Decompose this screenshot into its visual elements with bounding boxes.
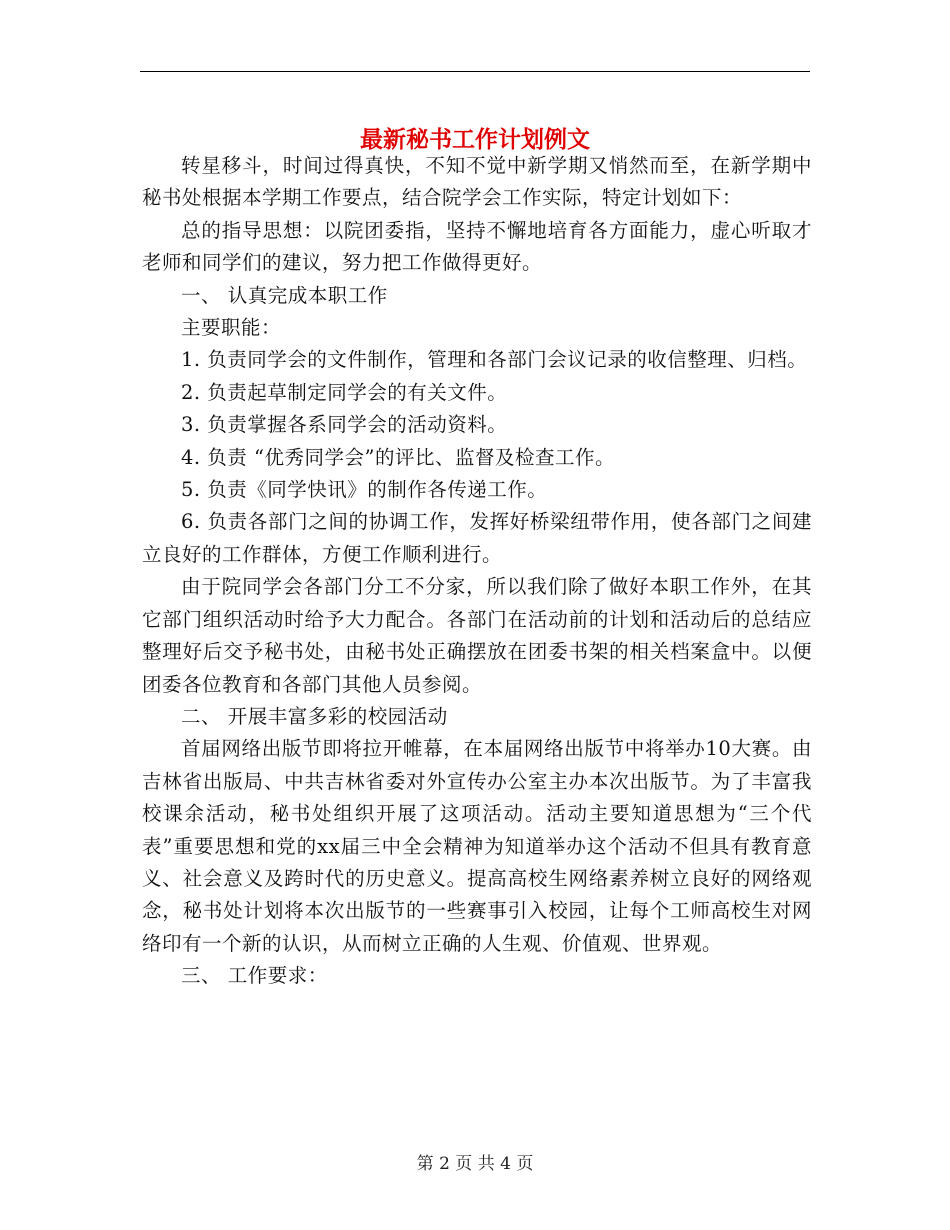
subheading-main-duties: 主要职能： xyxy=(181,316,282,340)
section-heading-1: 一、 认真完成本职工作 xyxy=(181,283,388,307)
list-item-duty-6: 6. 负责各部门之间的协调工作，发挥好桥梁纽带作用，使各部门之间建立良好的工作群体，方便工作顺利进行。 xyxy=(142,510,812,566)
list-item-duty-5: 5. 负责《同学快讯》的制作各传递工作。 xyxy=(181,478,548,502)
paragraph-intro: 转星移斗，时间过得真快，不知不觉中新学期又悄然而至，在新学期中秘书处根据本学期工作要点，结合院学会工作实际，特定计划如下： xyxy=(142,154,812,210)
document-body xyxy=(142,150,812,993)
section-heading-3: 三、 工作要求： xyxy=(181,964,328,988)
list-item-duty-3: 3. 负责掌握各系同学会的活动资料。 xyxy=(181,413,508,437)
paragraph-cooperation: 由于院同学会各部门分工不分家，所以我们除了做好本职工作外，在其它部门组织活动时给予大力配合。各部门在活动前的计划和活动后的总结应整理好后交予秘书处，由秘书处正确摆放在团委书架的相关档案盒中。以便团委各位教育和各部门其他人员参阅。 xyxy=(142,575,812,696)
paragraph-publishing-festival: 首届网络出版节即将拉开帷幕，在本届网络出版节中将举办10大赛。由吉林省出版局、中共吉林省委对外宣传办公室主办本次出版节。为了丰富我校课余活动，秘书处组织开展了这项活动。活动主要知道思想为“三个代表”重要思想和党的xx届三中全会精神为知道举办这个活动不但具有教育意义、社会意义及跨时代的历史意义。提高高校生网络素养树立良好的网络观念，秘书处计划将本次出版节的一些赛事引入校园，让每个工师高校生对网络印有一个新的认识，从而树立正确的人生观、价值观、世界观。 xyxy=(142,737,812,955)
paragraph-guiding-thought: 总的指导思想：以院团委指，坚持不懈地培育各方面能力，虚心听取才老师和同学们的建议，努力把工作做得更好。 xyxy=(142,218,812,275)
document-title: 最新秘书工作计划例文 xyxy=(360,126,590,154)
list-item-duty-4: 4. 负责 “优秀同学会”的评比、监督及检查工作。 xyxy=(181,445,615,469)
list-item-duty-1: 1. 负责同学会的文件制作，管理和各部门会议记录的收信整理、归档。 xyxy=(181,348,808,372)
list-item-duty-2: 2. 负责起草制定同学会的有关文件。 xyxy=(181,380,508,404)
page-number: 第 2 页 共 4 页 xyxy=(416,1154,534,1174)
section-heading-2: 二、 开展丰富多彩的校园活动 xyxy=(181,704,448,728)
header-rule xyxy=(140,71,810,72)
